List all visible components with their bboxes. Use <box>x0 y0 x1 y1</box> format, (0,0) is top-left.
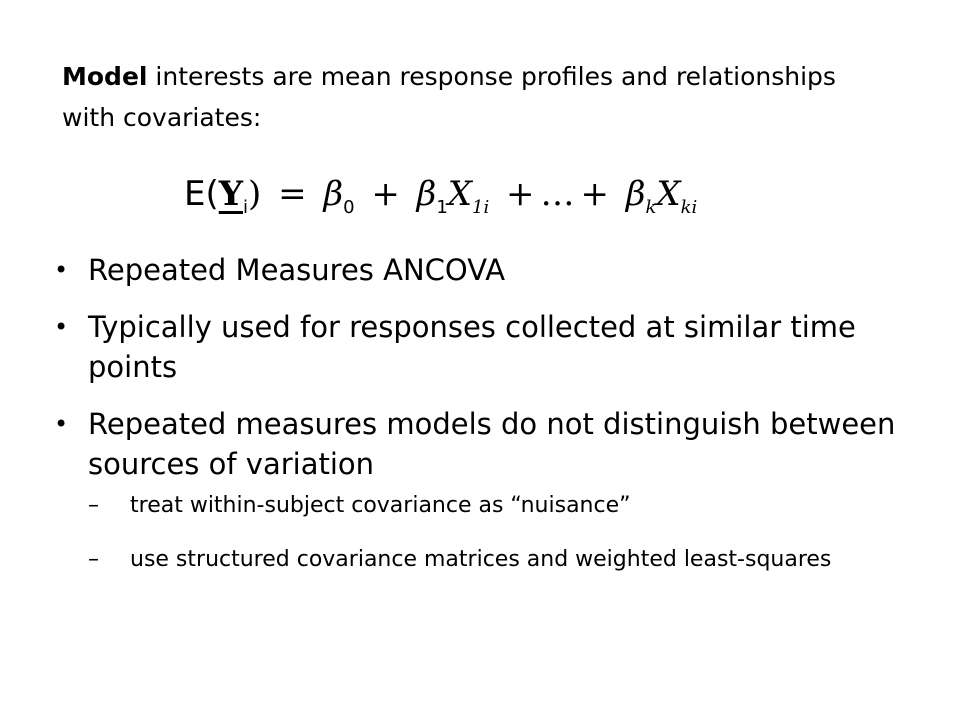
sub-bullet-dash: – <box>88 493 99 518</box>
sub-bullet-dash: – <box>88 547 99 572</box>
eq-Y-subscript: i <box>243 197 249 218</box>
bullet-text: Repeated measures models do not distinguish between sources of variation <box>88 407 896 481</box>
bullet-text: Typically used for responses collected at similar time points <box>88 310 856 384</box>
model-equation <box>184 164 697 224</box>
eq-equals: = <box>278 174 307 214</box>
bullet-item <box>50 307 930 387</box>
intro-bold-word: Model <box>62 62 148 91</box>
intro-paragraph <box>62 56 882 138</box>
eq-plus-3: + <box>580 174 610 214</box>
eq-beta1-subscript: 1 <box>436 197 448 218</box>
eq-beta0-subscript: 0 <box>343 197 355 218</box>
eq-ellipsis: … <box>540 174 575 214</box>
bullet-list <box>50 250 930 598</box>
intro-text: interests are mean response profiles and relationships with covariates: <box>62 62 836 132</box>
sub-bullet-list <box>88 490 930 576</box>
bullet-text: Repeated Measures ANCOVA <box>88 253 506 287</box>
eq-beta0: β <box>323 174 344 214</box>
eq-Xk-subscript: ki <box>680 197 698 218</box>
eq-betak-subscript: k <box>645 197 657 218</box>
eq-expectation: E( <box>184 174 219 214</box>
sub-bullet-item <box>88 544 930 576</box>
bullet-item <box>50 250 930 290</box>
eq-close-paren: ) <box>248 174 262 214</box>
eq-beta1: β <box>416 174 437 214</box>
bullet-item <box>50 404 930 576</box>
eq-X1-subscript: 1i <box>472 197 490 218</box>
bullet-dot: • <box>54 256 69 284</box>
sub-bullet-item <box>88 490 930 522</box>
eq-X1: X <box>447 174 472 214</box>
eq-betak: β <box>625 174 646 214</box>
eq-plus-1: + <box>371 174 400 214</box>
eq-plus-2: + <box>506 174 535 214</box>
sub-bullet-text: use structured covariance matrices and weighted least-squares <box>130 547 832 572</box>
eq-Y-vector: Y <box>218 174 244 214</box>
eq-Xk: X <box>656 174 681 214</box>
bullet-dot: • <box>54 313 69 341</box>
sub-bullet-text: treat within-subject covariance as “nuisance” <box>130 493 631 518</box>
bullet-dot: • <box>54 410 69 438</box>
